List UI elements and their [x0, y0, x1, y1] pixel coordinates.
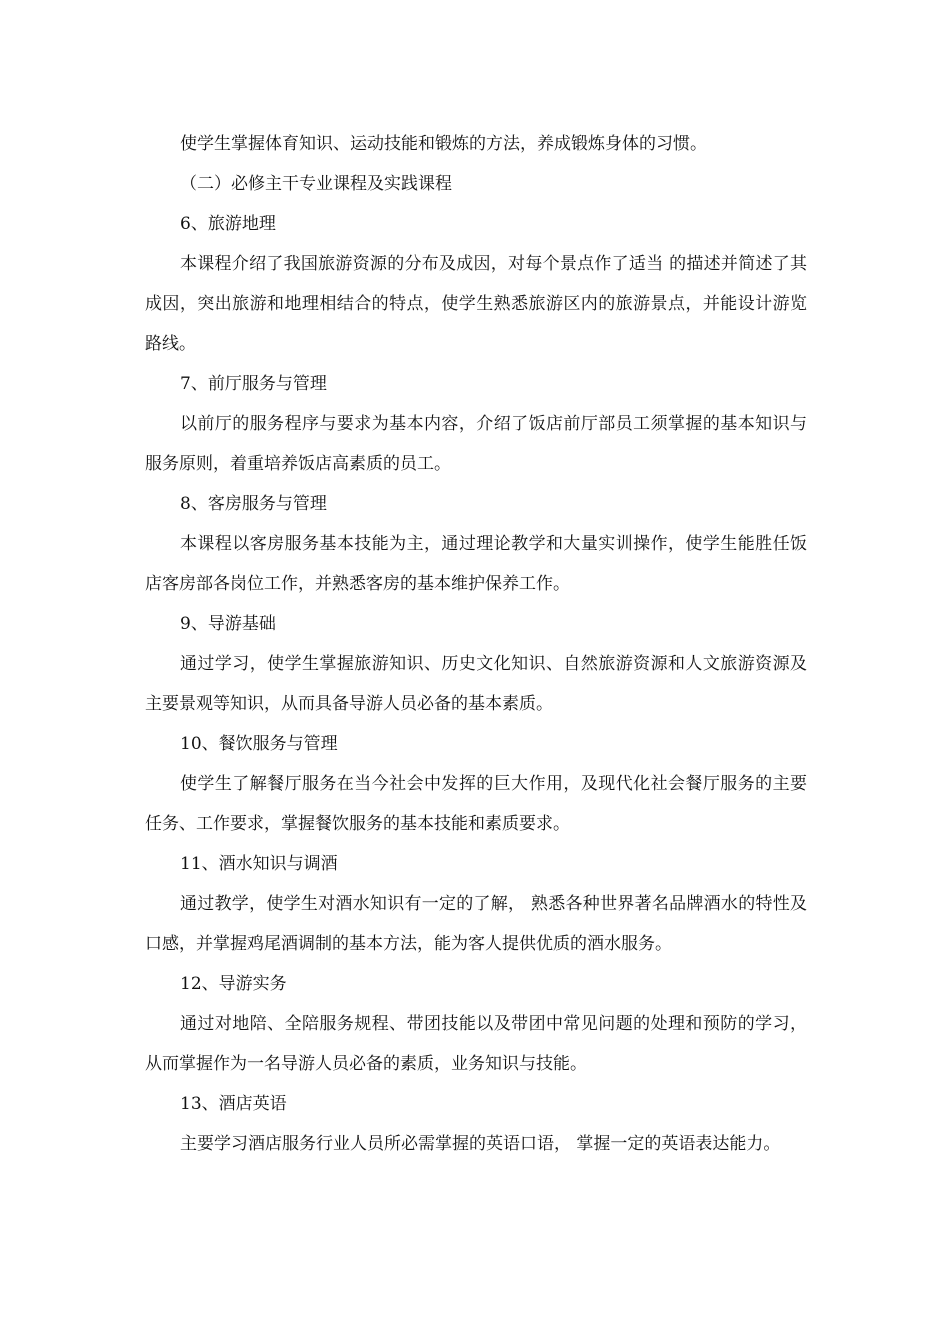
course-heading-catering: 10、餐饮服务与管理: [180, 734, 338, 754]
course-heading-tourism-geography: 6、旅游地理: [180, 214, 276, 234]
course-heading-tour-guide-practice: 12、导游实务: [180, 974, 287, 994]
paragraph-tour-guide-practice: 通过对地陪、全陪服务规程、带团技能以及带团中常见问题的处理和预防的学习，从而掌握作为一名导游人员必备的素质，业务知识与技能。: [145, 1014, 807, 1074]
document-body: [145, 124, 807, 1164]
paragraph-housekeeping: 本课程以客房服务基本技能为主，通过理论教学和大量实训操作，使学生能胜任饭店客房部各岗位工作，并熟悉客房的基本维护保养工作。: [145, 534, 807, 594]
course-heading-front-office: 7、前厅服务与管理: [180, 374, 327, 394]
course-heading-hotel-english: 13、酒店英语: [180, 1094, 287, 1114]
course-heading-tour-guide-basics: 9、导游基础: [180, 614, 276, 634]
paragraph-catering: 使学生了解餐厅服务在当今社会中发挥的巨大作用，及现代化社会餐厅服务的主要任务、工作要求，掌握餐饮服务的基本技能和素质要求。: [145, 774, 807, 834]
paragraph-tourism-geography: 本课程介绍了我国旅游资源的分布及成因，对每个景点作了适当 的描述并简述了其成因，突出旅游和地理相结合的特点，使学生熟悉旅游区内的旅游景点，并能设计游览路线。: [145, 254, 807, 354]
section-heading-core-courses: （二）必修主干专业课程及实践课程: [180, 174, 452, 194]
paragraph-pe-summary: 使学生掌握体育知识、运动技能和锻炼的方法，养成锻炼身体的习惯。: [180, 134, 707, 154]
course-heading-bartending: 11、酒水知识与调酒: [180, 854, 338, 874]
paragraph-bartending: 通过教学，使学生对酒水知识有一定的了解， 熟悉各种世界著名品牌酒水的特性及口感，并掌握鸡尾酒调制的基本方法，能为客人提供优质的酒水服务。: [145, 894, 807, 954]
paragraph-tour-guide-basics: 通过学习，使学生掌握旅游知识、历史文化知识、自然旅游资源和人文旅游资源及主要景观等知识，从而具备导游人员必备的基本素质。: [145, 654, 807, 714]
course-heading-housekeeping: 8、客房服务与管理: [180, 494, 327, 514]
paragraph-front-office: 以前厅的服务程序与要求为基本内容，介绍了饭店前厅部员工须掌握的基本知识与服务原则，着重培养饭店高素质的员工。: [145, 414, 807, 474]
paragraph-hotel-english: 主要学习酒店服务行业人员所必需掌握的英语口语， 掌握一定的英语表达能力。: [180, 1134, 781, 1154]
